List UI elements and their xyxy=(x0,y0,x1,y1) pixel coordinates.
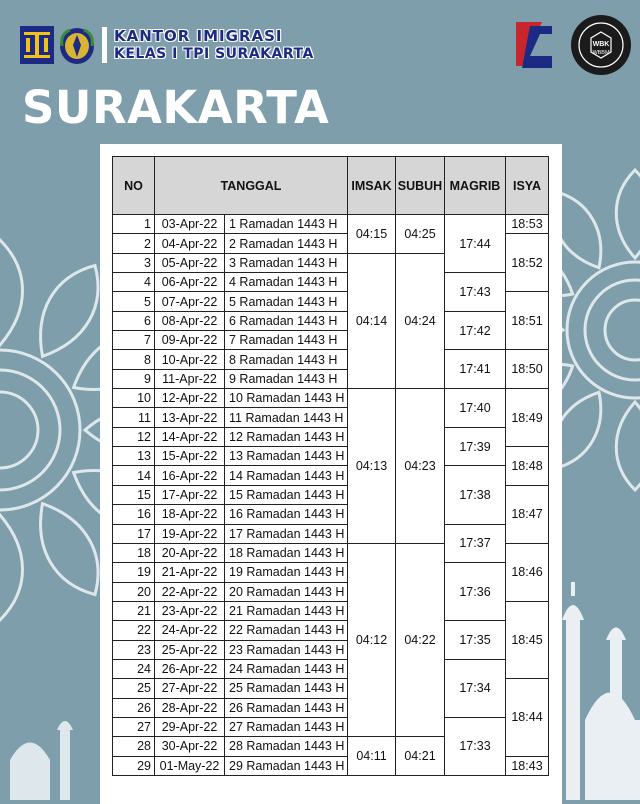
ramadan-schedule-table xyxy=(112,156,549,776)
row-date: 05-Apr-22 xyxy=(155,253,225,272)
row-number: 19 xyxy=(113,563,155,582)
table-row xyxy=(113,466,549,485)
isya-cell: 18:47 xyxy=(506,485,549,543)
row-number: 7 xyxy=(113,331,155,350)
row-date: 06-Apr-22 xyxy=(155,273,225,292)
isya-cell: 18:50 xyxy=(506,350,549,389)
magrib-cell: 17:39 xyxy=(445,427,506,466)
row-date: 15-Apr-22 xyxy=(155,447,225,466)
isya-cell: 18:53 xyxy=(506,215,549,234)
imsak-cell: 04:15 xyxy=(348,215,396,254)
row-date: 03-Apr-22 xyxy=(155,215,225,234)
mosque-silhouette-left xyxy=(0,700,100,800)
row-date: 30-Apr-22 xyxy=(155,737,225,756)
subuh-cell: 04:21 xyxy=(396,737,445,776)
table-row xyxy=(113,563,549,582)
row-number: 11 xyxy=(113,408,155,427)
imsak-cell: 04:13 xyxy=(348,389,396,544)
office-name-line2: KELAS I TPI SURAKARTA xyxy=(114,46,314,62)
header-isya: ISYA xyxy=(506,157,549,215)
table-row xyxy=(113,215,549,234)
row-number: 24 xyxy=(113,659,155,678)
row-hijri-date: 3 Ramadan 1443 H xyxy=(225,253,348,272)
row-hijri-date: 23 Ramadan 1443 H xyxy=(225,640,348,659)
table-row xyxy=(113,427,549,446)
row-number: 18 xyxy=(113,543,155,562)
row-number: 20 xyxy=(113,582,155,601)
row-date: 23-Apr-22 xyxy=(155,601,225,620)
table-header-row xyxy=(113,157,549,215)
isya-cell: 18:43 xyxy=(506,756,549,775)
magrib-cell: 17:36 xyxy=(445,563,506,621)
header-tanggal: TANGGAL xyxy=(155,157,348,215)
row-number: 16 xyxy=(113,505,155,524)
imigrasi-emblem-icon xyxy=(58,26,96,66)
row-hijri-date: 9 Ramadan 1443 H xyxy=(225,369,348,388)
row-date: 10-Apr-22 xyxy=(155,350,225,369)
row-number: 15 xyxy=(113,485,155,504)
kumham-logo-icon xyxy=(20,26,54,64)
row-hijri-date: 19 Ramadan 1443 H xyxy=(225,563,348,582)
row-number: 27 xyxy=(113,717,155,736)
row-number: 12 xyxy=(113,427,155,446)
row-date: 12-Apr-22 xyxy=(155,389,225,408)
row-date: 18-Apr-22 xyxy=(155,505,225,524)
row-number: 8 xyxy=(113,350,155,369)
office-name-line1: KANTOR IMIGRASI xyxy=(114,27,283,45)
row-date: 22-Apr-22 xyxy=(155,582,225,601)
header-no: NO xyxy=(113,157,155,215)
row-hijri-date: 11 Ramadan 1443 H xyxy=(225,408,348,427)
isya-cell: 18:51 xyxy=(506,292,549,350)
row-hijri-date: 12 Ramadan 1443 H xyxy=(225,427,348,446)
isya-cell: 18:45 xyxy=(506,601,549,678)
office-name xyxy=(102,27,314,63)
badge-line1: WBK xyxy=(592,41,610,48)
subuh-cell: 04:24 xyxy=(396,253,445,388)
row-date: 16-Apr-22 xyxy=(155,466,225,485)
row-date: 28-Apr-22 xyxy=(155,698,225,717)
table-row xyxy=(113,273,549,292)
header-magrib: MAGRIB xyxy=(445,157,506,215)
magrib-cell: 17:35 xyxy=(445,621,506,660)
row-number: 6 xyxy=(113,311,155,330)
badge-line2: WBBM xyxy=(592,50,610,56)
row-hijri-date: 22 Ramadan 1443 H xyxy=(225,621,348,640)
row-date: 13-Apr-22 xyxy=(155,408,225,427)
row-number: 21 xyxy=(113,601,155,620)
row-date: 29-Apr-22 xyxy=(155,717,225,736)
row-number: 22 xyxy=(113,621,155,640)
row-hijri-date: 2 Ramadan 1443 H xyxy=(225,234,348,253)
row-number: 28 xyxy=(113,737,155,756)
imsak-cell: 04:14 xyxy=(348,253,396,388)
row-hijri-date: 14 Ramadan 1443 H xyxy=(225,466,348,485)
row-hijri-date: 21 Ramadan 1443 H xyxy=(225,601,348,620)
header-subuh: SUBUH xyxy=(396,157,445,215)
magrib-cell: 17:43 xyxy=(445,273,506,312)
row-number: 13 xyxy=(113,447,155,466)
row-number: 25 xyxy=(113,679,155,698)
row-date: 08-Apr-22 xyxy=(155,311,225,330)
isya-cell: 18:52 xyxy=(506,234,549,292)
row-hijri-date: 15 Ramadan 1443 H xyxy=(225,485,348,504)
table-row xyxy=(113,389,549,408)
row-hijri-date: 6 Ramadan 1443 H xyxy=(225,311,348,330)
magrib-cell: 17:34 xyxy=(445,659,506,717)
city-title: SURAKARTA xyxy=(22,81,330,134)
row-hijri-date: 20 Ramadan 1443 H xyxy=(225,582,348,601)
row-date: 17-Apr-22 xyxy=(155,485,225,504)
table-row xyxy=(113,311,549,330)
row-date: 04-Apr-22 xyxy=(155,234,225,253)
row-number: 23 xyxy=(113,640,155,659)
row-date: 25-Apr-22 xyxy=(155,640,225,659)
table-row xyxy=(113,524,549,543)
row-date: 11-Apr-22 xyxy=(155,369,225,388)
row-hijri-date: 16 Ramadan 1443 H xyxy=(225,505,348,524)
row-number: 14 xyxy=(113,466,155,485)
table-row xyxy=(113,621,549,640)
magrib-cell: 17:40 xyxy=(445,389,506,428)
isya-cell: 18:48 xyxy=(506,447,549,486)
row-hijri-date: 5 Ramadan 1443 H xyxy=(225,292,348,311)
magrib-cell: 17:42 xyxy=(445,311,506,350)
table-body xyxy=(113,215,549,776)
imsak-cell: 04:12 xyxy=(348,543,396,736)
row-hijri-date: 18 Ramadan 1443 H xyxy=(225,543,348,562)
row-number: 5 xyxy=(113,292,155,311)
row-hijri-date: 24 Ramadan 1443 H xyxy=(225,659,348,678)
row-date: 26-Apr-22 xyxy=(155,659,225,678)
row-hijri-date: 8 Ramadan 1443 H xyxy=(225,350,348,369)
header-imsak: IMSAK xyxy=(348,157,396,215)
row-hijri-date: 17 Ramadan 1443 H xyxy=(225,524,348,543)
row-hijri-date: 4 Ramadan 1443 H xyxy=(225,273,348,292)
row-date: 07-Apr-22 xyxy=(155,292,225,311)
row-number: 9 xyxy=(113,369,155,388)
wbk-wbbm-badge-icon xyxy=(570,14,632,76)
row-hijri-date: 10 Ramadan 1443 H xyxy=(225,389,348,408)
row-number: 2 xyxy=(113,234,155,253)
row-number: 29 xyxy=(113,756,155,775)
magrib-cell: 17:41 xyxy=(445,350,506,389)
isya-cell: 18:49 xyxy=(506,389,549,447)
subuh-cell: 04:22 xyxy=(396,543,445,736)
table-row xyxy=(113,350,549,369)
row-hijri-date: 26 Ramadan 1443 H xyxy=(225,698,348,717)
row-number: 3 xyxy=(113,253,155,272)
row-hijri-date: 29 Ramadan 1443 H xyxy=(225,756,348,775)
row-number: 1 xyxy=(113,215,155,234)
row-number: 10 xyxy=(113,389,155,408)
row-date: 21-Apr-22 xyxy=(155,563,225,582)
row-date: 01-May-22 xyxy=(155,756,225,775)
row-hijri-date: 1 Ramadan 1443 H xyxy=(225,215,348,234)
table-row xyxy=(113,717,549,736)
row-date: 20-Apr-22 xyxy=(155,543,225,562)
subuh-cell: 04:23 xyxy=(396,389,445,544)
row-number: 4 xyxy=(113,273,155,292)
isya-cell: 18:46 xyxy=(506,543,549,601)
row-number: 17 xyxy=(113,524,155,543)
header xyxy=(0,0,640,90)
row-hijri-date: 13 Ramadan 1443 H xyxy=(225,447,348,466)
table-row xyxy=(113,659,549,678)
row-date: 24-Apr-22 xyxy=(155,621,225,640)
row-date: 09-Apr-22 xyxy=(155,331,225,350)
row-hijri-date: 28 Ramadan 1443 H xyxy=(225,737,348,756)
row-date: 27-Apr-22 xyxy=(155,679,225,698)
subuh-cell: 04:25 xyxy=(396,215,445,254)
isya-cell: 18:44 xyxy=(506,679,549,756)
magrib-cell: 17:33 xyxy=(445,717,506,775)
row-hijri-date: 25 Ramadan 1443 H xyxy=(225,679,348,698)
row-date: 14-Apr-22 xyxy=(155,427,225,446)
magrib-cell: 17:38 xyxy=(445,466,506,524)
zi-logo-icon xyxy=(512,16,556,76)
row-hijri-date: 7 Ramadan 1443 H xyxy=(225,331,348,350)
row-number: 26 xyxy=(113,698,155,717)
imsak-cell: 04:11 xyxy=(348,737,396,776)
row-hijri-date: 27 Ramadan 1443 H xyxy=(225,717,348,736)
row-date: 19-Apr-22 xyxy=(155,524,225,543)
magrib-cell: 17:44 xyxy=(445,215,506,273)
magrib-cell: 17:37 xyxy=(445,524,506,563)
